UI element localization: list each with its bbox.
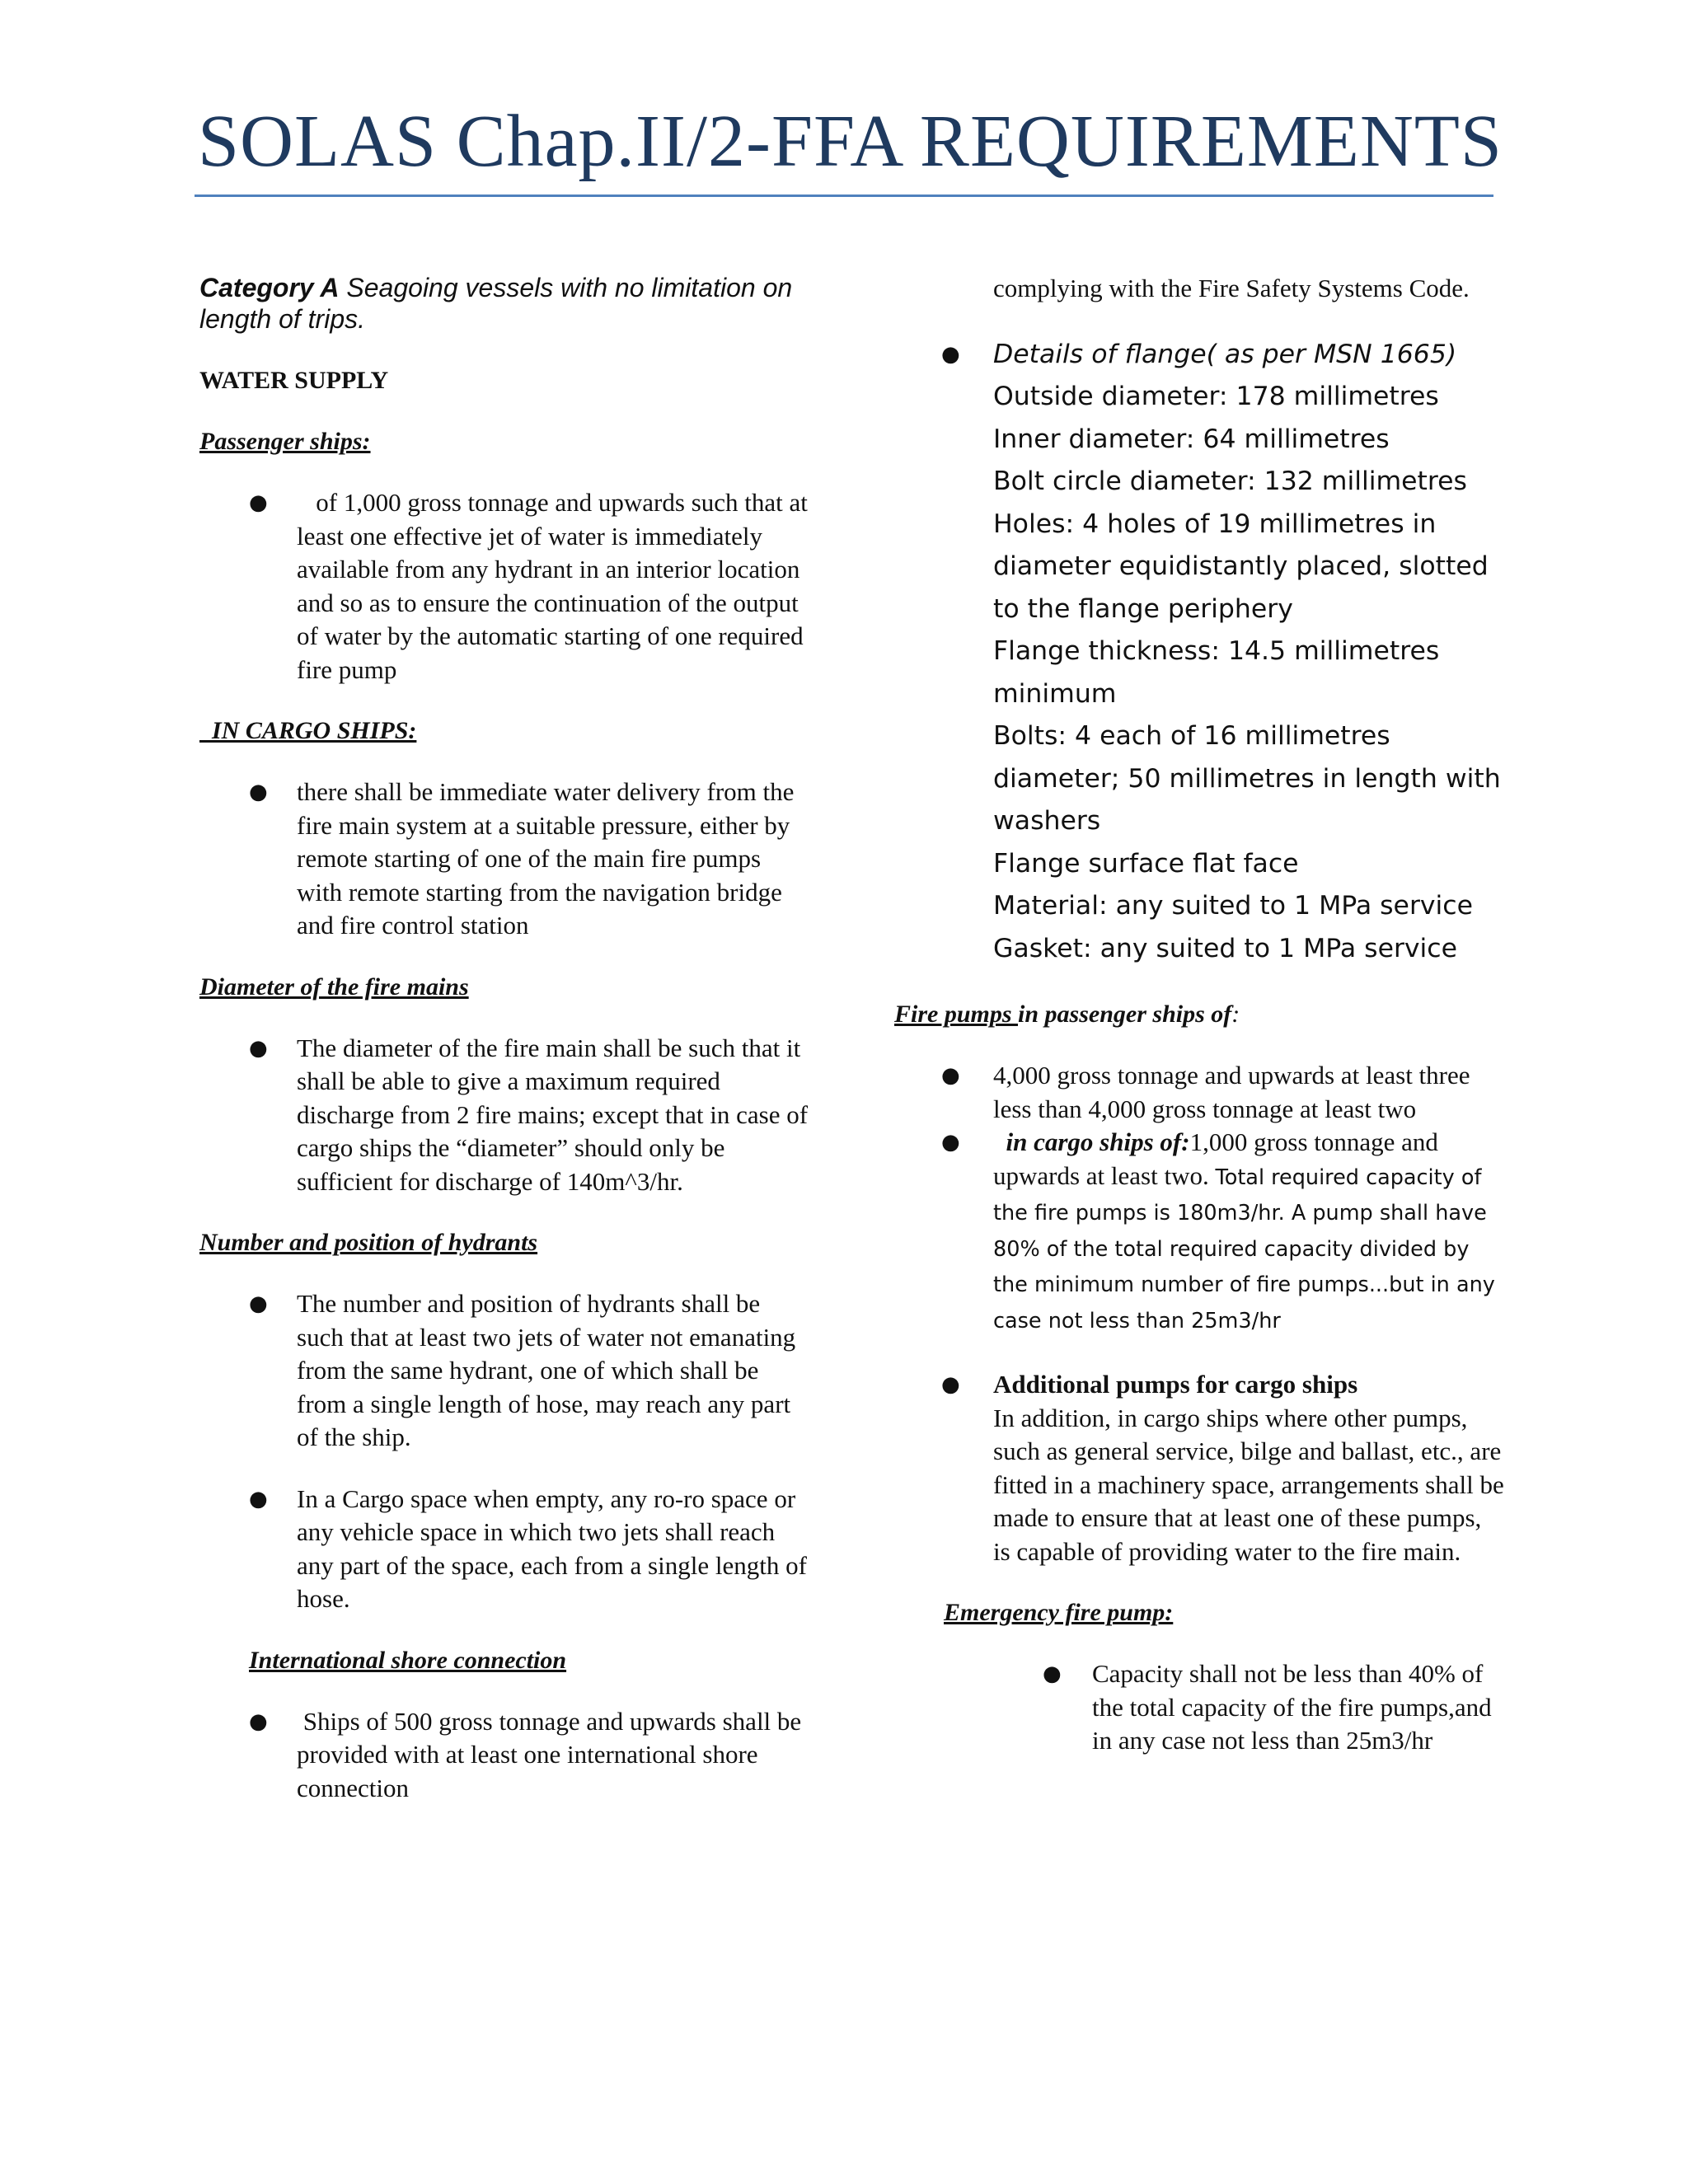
diameter-heading: Diameter of the fire mains [199, 972, 469, 1001]
cargo-pumps-detail: Total required capacity of the fire pumps is 180m3/hr. A pump shall have 80% of the total required capacity divided by the minimum number of fire pumps...but in any case not less than 25m3/hr [993, 1165, 1495, 1333]
cargo-pumps-main: 1,000 gross tonnage and upwards at least two. [993, 1127, 1438, 1190]
continued-text: complying with the Fire Safety Systems Code. [993, 274, 1470, 302]
bullet-icon: ● [941, 1063, 960, 1088]
fire-pumps-heading-rest: in passenger ships of [1018, 1001, 1232, 1028]
page-title: SOLAS Chap.II/2-FFA REQUIREMENTS [198, 101, 1503, 182]
flange-line: Bolt circle diameter: 132 millimetres [993, 466, 1467, 496]
fire-pumps-heading [894, 998, 1504, 1031]
flange-line: Inner diameter: 64 millimetres [993, 424, 1390, 454]
flange-details [894, 334, 1504, 971]
flange-line: Flange surface flat face [993, 848, 1299, 879]
right-column [894, 272, 1504, 1758]
category-text: Seagoing vessels with no limitation on length of trips. [199, 273, 793, 334]
bullet-icon: ● [941, 1372, 960, 1397]
passenger-ships-heading: Passenger ships: [199, 428, 371, 455]
passenger-pumps-line-2: less than 4,000 gross tonnage at least two [993, 1094, 1417, 1123]
cargo-ships-text: there shall be immediate water delivery from the fire main system at a suitable pressure, either by remote starting of one of the main fire pumps with remote starting from the navigation bridge and fire control station [297, 777, 795, 940]
flange-line: Material: any suited to 1 MPa service [993, 891, 1473, 921]
bullet-icon: ● [249, 780, 268, 804]
list-item [199, 776, 809, 943]
additional-pumps-heading: Additional pumps for cargo ships [993, 1370, 1358, 1399]
list-item [199, 486, 814, 687]
emergency-pump-text: Capacity shall not be less than 40% of the total capacity of the fire pumps,and in any case not less than 25m3/hr [1092, 1659, 1492, 1755]
list-item [894, 1126, 1504, 1338]
list-item [894, 1657, 1504, 1758]
list-item [199, 1705, 809, 1806]
emergency-pump-heading: Emergency fire pump: [944, 1599, 1174, 1626]
shore-connection-heading: International shore connection [249, 1646, 567, 1674]
bullet-icon: ● [249, 490, 268, 515]
bullet-icon: ● [249, 1486, 268, 1511]
bullet-icon: ● [249, 1708, 268, 1734]
title-underline [195, 194, 1493, 197]
list-item [894, 1368, 1504, 1568]
additional-pumps-text: In addition, in cargo ships where other pumps, such as general service, bilge and ballast, etc., are fitted in a machinery space, arrangements shall be made to ensure that at least one of these pumps, is capable of providing water to the fire main. [993, 1403, 1504, 1566]
list-item [894, 1059, 1504, 1126]
bullet-icon: ● [1043, 1661, 1062, 1686]
water-supply-heading: WATER SUPPLY [199, 367, 389, 394]
flange-title: Details of flange( as per MSN 1665) [993, 339, 1457, 369]
bullet-icon: ● [941, 1130, 960, 1155]
fire-pumps-heading-colon: : [1231, 1001, 1240, 1028]
passenger-pumps-line-1: 4,000 gross tonnage and upwards at least three [993, 1061, 1470, 1090]
category-label: Category A [199, 273, 340, 302]
cargo-pumps-label: in cargo ships of: [993, 1127, 1190, 1156]
bullet-icon: ● [249, 1291, 268, 1316]
cargo-ships-heading: IN CARGO SHIPS: [199, 717, 417, 744]
shore-connection-text: Ships of 500 gross tonnage and upwards shall be provided with at least one international shore connection [297, 1706, 808, 1802]
flange-line: Bolts: 4 each of 16 millimetres diameter; 50 millimetres in length with washers [993, 721, 1501, 836]
list-item [199, 1287, 809, 1455]
flange-line: Holes: 4 holes of 19 millimetres in diameter equidistantly placed, slotted to the flange periphery [993, 509, 1489, 624]
flange-line: Outside diameter: 178 millimetres [993, 382, 1439, 411]
bullet-icon: ● [941, 341, 960, 367]
category-line [199, 272, 809, 335]
diameter-text: The diameter of the fire main shall be such that it shall be able to give a maximum required discharge from 2 fire mains; except that in case of cargo ships the “diameter” should only be sufficient for discharge of 140m^3/hr. [297, 1033, 809, 1196]
list-item [199, 1483, 809, 1616]
bullet-icon: ● [249, 1035, 268, 1061]
hydrants-text-2: In a Cargo space when empty, any ro-ro space or any vehicle space in which two jets shall reach any part of the space, each from a single length of hose. [297, 1483, 807, 1613]
list-item [199, 1032, 809, 1199]
left-column [199, 272, 814, 1805]
passenger-ships-text: of 1,000 gross tonnage and upwards such that at least one effective jet of water is immediately available from any hydrant in an interior location and so as to ensure the continuation of the output of water by the automatic starting of one required fire pump [297, 488, 814, 684]
hydrants-heading: Number and position of hydrants [199, 1229, 538, 1256]
hydrants-text-1: The number and position of hydrants shall be such that at least two jets of water not emanating from the same hydrant, one of which shall be from a single length of hose, may reach any part of the ship. [297, 1289, 796, 1451]
cargo-pumps-text [993, 1126, 1504, 1338]
fire-pumps-heading-underlined: Fire pumps [894, 1001, 1019, 1028]
flange-line: Flange thickness: 14.5 millimetres minimum [993, 636, 1440, 709]
flange-line: Gasket: any suited to 1 MPa service [993, 933, 1457, 963]
